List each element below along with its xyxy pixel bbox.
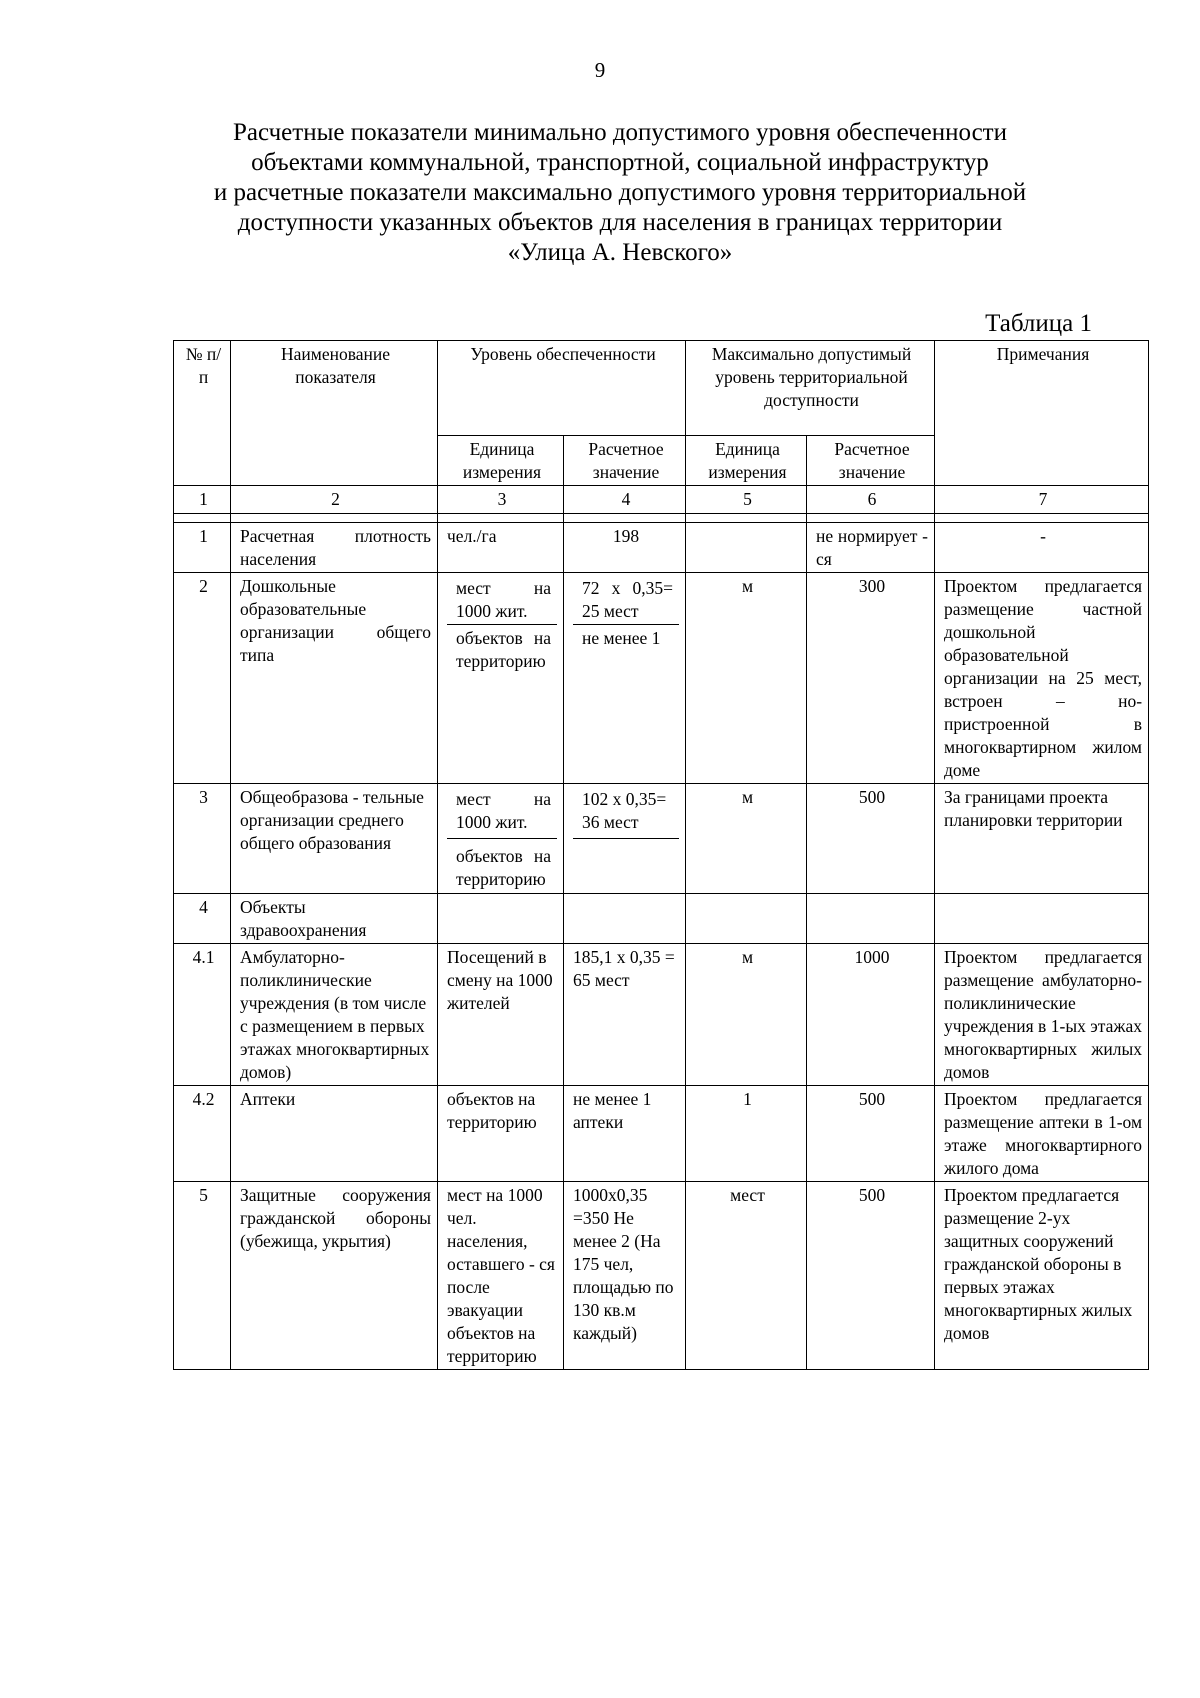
- header-max-access: Максимально допустимый уровень территориальной доступности: [686, 341, 935, 436]
- header-access-value: Расчетное значение: [807, 436, 935, 486]
- row-value: 185,1 х 0,35 = 65 мест: [564, 944, 686, 1086]
- row-value: 198: [564, 523, 686, 573]
- row-num: 1: [174, 523, 231, 573]
- document-title: [150, 118, 1090, 268]
- column-number: 6: [807, 486, 935, 514]
- title-line: объектами коммунальной, транспортной, социальной инфраструктур: [251, 149, 989, 176]
- row-value-secondary: не менее 1: [582, 628, 661, 648]
- row-unit: Посещений в смену на 1000 жителей: [438, 944, 564, 1086]
- row-value-secondary: [573, 839, 679, 842]
- row-access-value: 500: [807, 1086, 935, 1182]
- row-num: 4: [174, 894, 231, 944]
- row-name: Защитные сооружения гражданской обороны (убежища, укрытия): [231, 1182, 438, 1370]
- row-access-value: 500: [807, 784, 935, 894]
- column-number: 5: [686, 486, 807, 514]
- row-unit-secondary: объектов на территорию: [456, 846, 551, 889]
- header-unit: Единица измерения: [438, 436, 564, 486]
- header-calc-value: Расчетное значение: [564, 436, 686, 486]
- spacer-row: [174, 514, 1149, 523]
- table-row: [174, 573, 1149, 784]
- row-name: Аптеки: [231, 1086, 438, 1182]
- header-name: Наименование показателя: [231, 341, 438, 486]
- row-unit: объектов на территорию: [438, 1086, 564, 1182]
- row-num: 5: [174, 1182, 231, 1370]
- column-number: 2: [231, 486, 438, 514]
- column-number: 4: [564, 486, 686, 514]
- row-access-unit: м: [686, 784, 807, 894]
- row-access-unit: м: [686, 944, 807, 1086]
- header-level: Уровень обеспеченности: [438, 341, 686, 436]
- table-row: [174, 944, 1149, 1086]
- table-row: [174, 894, 1149, 944]
- row-value: [564, 784, 686, 894]
- table-row: [174, 1086, 1149, 1182]
- row-note: Проектом предлагается размещение частной дошкольной образовательной организации на 25 мест, встроен – но-пристроенной в многоквартирном жилом доме: [935, 573, 1149, 784]
- row-value-primary: 102 х 0,35= 36 мест: [573, 786, 679, 839]
- table-row: [174, 784, 1149, 894]
- row-access-value: 300: [807, 573, 935, 784]
- row-note: Проектом предлагается размещение 2-ух защитных сооружений гражданской обороны в первых этажах многоквартирных жилых домов: [935, 1182, 1149, 1370]
- row-note: За границами проекта планировки территории: [935, 784, 1149, 894]
- row-access-unit: мест: [686, 1182, 807, 1370]
- row-unit: чел./га: [438, 523, 564, 573]
- row-access-value: не нормирует - ся: [807, 523, 935, 573]
- row-note: Проектом предлагается размещение амбулаторно-поликлинические учреждения в 1-ых этажах многоквартирных жилых домов: [935, 944, 1149, 1086]
- row-note: -: [935, 523, 1149, 573]
- row-note: Проектом предлагается размещение аптеки в 1-ом этаже многоквартирного жилого дома: [935, 1086, 1149, 1182]
- title-line: доступности указанных объектов для населения в границах территории: [237, 209, 1003, 236]
- row-unit-primary: мест на 1000 жит.: [447, 786, 557, 839]
- row-num: 3: [174, 784, 231, 894]
- row-value: 1000х0,35 =350 Не менее 2 (На 175 чел, площадью по 130 кв.м каждый): [564, 1182, 686, 1370]
- column-number: 1: [174, 486, 231, 514]
- row-name: Расчетная плотность населения: [231, 523, 438, 573]
- row-access-value: 500: [807, 1182, 935, 1370]
- row-value: [564, 573, 686, 784]
- row-value-primary: 72 х 0,35= 25 мест: [573, 575, 679, 625]
- column-numbers-row: [174, 486, 1149, 514]
- row-unit-secondary: объектов на территорию: [456, 628, 551, 671]
- row-num: 2: [174, 573, 231, 784]
- row-name: Дошкольные образовательные организации общего типа: [231, 573, 438, 784]
- header-row: [174, 341, 1149, 436]
- header-access-unit: Единица измерения: [686, 436, 807, 486]
- row-access-unit: 1: [686, 1086, 807, 1182]
- title-line: Расчетные показатели минимально допустимого уровня обеспеченности: [233, 119, 1007, 146]
- row-name: Амбулаторно-поликлинические учреждения (в том числе с размещением в первых этажах многоквартирных домов): [231, 944, 438, 1086]
- row-access-unit: м: [686, 573, 807, 784]
- row-value: не менее 1 аптеки: [564, 1086, 686, 1182]
- row-name: Общеобразова - тельные организации среднего общего образования: [231, 784, 438, 894]
- title-line: «Улица А. Невского»: [507, 239, 733, 266]
- title-line: и расчетные показатели максимально допустимого уровня территориальной: [213, 179, 1027, 206]
- table-caption: Таблица 1: [985, 310, 1092, 337]
- row-name: Объекты здравоохранения: [231, 894, 438, 944]
- header-notes: Примечания: [935, 341, 1149, 486]
- row-unit-primary: мест на 1000 жит.: [447, 575, 557, 625]
- row-access-value: 1000: [807, 944, 935, 1086]
- row-unit: [438, 784, 564, 894]
- row-num: 4.2: [174, 1086, 231, 1182]
- row-unit: мест на 1000 чел. населения, оставшего - ся после эвакуации объектов на территорию: [438, 1182, 564, 1370]
- page-number: 9: [594, 58, 606, 82]
- header-num: № п/п: [174, 341, 231, 486]
- row-num: 4.1: [174, 944, 231, 1086]
- table-row: [174, 523, 1149, 573]
- column-number: 7: [935, 486, 1149, 514]
- indicators-table: [173, 340, 1149, 1370]
- table-row: [174, 1182, 1149, 1370]
- column-number: 3: [438, 486, 564, 514]
- row-unit: [438, 573, 564, 784]
- row-access-unit: [686, 523, 807, 573]
